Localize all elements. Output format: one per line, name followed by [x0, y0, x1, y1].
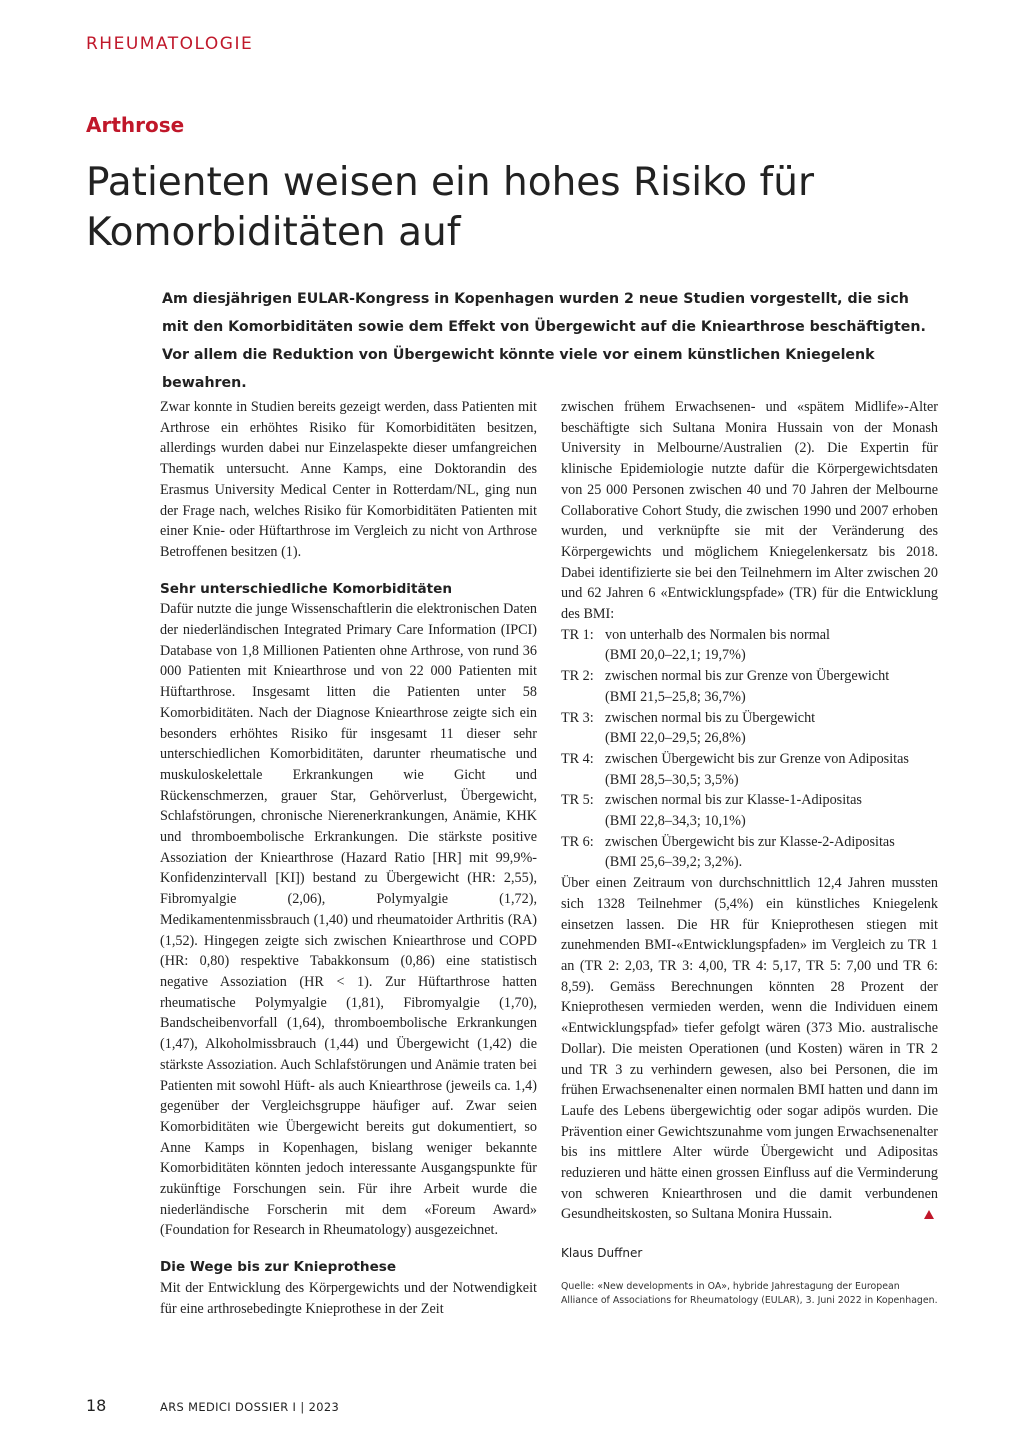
results-paragraph	[561, 873, 938, 1225]
knee-prosthesis-paragraph: Mit der Entwicklung des Körpergewichts und der Notwendigkeit für eine arthrosebedingte Knieprothese in der Zeit	[160, 1279, 537, 1317]
bmi-study-paragraph: zwischen frühem Erwachsenen- und «spätem Midlife»-Alter beschäftigte sich Sultana Monira Hussain von der Monash University in Melbourne/Australien (2). Die Expertin für klinische Epidemiologie nutzte dafür die Körpergewichtsdaten von 25 000 Personen zwischen 40 und 70 Jahren der Melbourne Collaborative Cohort Study, die zwischen 1990 und 2007 erhoben wurden, und verknüpfte sie mit der Veränderung des Körpergewichts und möglichem Kniegelenkersatz bis 2018. Dabei identifizierte sie bei den Teilnehmern im Alter zwischen 20 und 62 Jahren 6 «Entwicklungspfade» (TR) für die Entwicklung des BMI:	[561, 399, 938, 623]
article-title: Patienten weisen ein hohes Risiko für Komorbiditäten auf	[86, 160, 815, 255]
article-lead: Am diesjährigen EULAR-Kongress in Kopenhagen wurden 2 neue Studien vorgestellt, die sich mit den Komorbiditäten sowie dem Effekt von Übergewicht auf die Kniearthrose beschäftigten. Vor allem die Reduktion von Übergewicht könnte viele vor einem künstlichen Kniegelenk bewahren.	[162, 291, 926, 391]
subheading-knee-prosthesis: Die Wege bis zur Knieprothese	[160, 1259, 397, 1276]
trajectory-item	[561, 708, 938, 749]
trajectory-text: zwischen normal bis zur Klasse-1-Adipositas	[605, 792, 862, 809]
trajectory-label: TR 1:	[561, 626, 594, 643]
results-text: Über einen Zeitraum von durchschnittlich 12,4 Jahren mussten sich 1328 Teilnehmer (5,4%) ein künstliches Kniegelenk einsetzen lassen. Die HR für Knieprothesen stiegen mit zunehmenden BMI-«Entwicklungspfaden» im Vergleich zu TR 1 an (TR 2: 2,03, TR 3: 4,00, TR 4: 5,17, TR 5: 7,00 und TR 6: 8,59). Gemäss Berechnungen könnten 28 Prozent der Knieprothesen vermieden werden, wenn die Individuen einem «Entwicklungspfad» tiefer gefolgt wären (373 Mio. australische Dollar). Die meisten Operationen (und Kosten) wären in TR 2 und TR 3 zu verhindern gewesen, also bei Personen, die im frühen Erwachsenenalter einen normalen BMI hatten und dann im Laufe des Lebens übergewichtig oder sogar adipös wurden. Die Prävention einer Gewichtszunahme vom jungen Erwachsenenalter bis ins mittlere Alter würde Übergewicht und Adipositas reduzieren und hätte einen grossen Einfluss auf die Verminderung von schweren Kniearthrosen und die damit verbundenen Gesundheitskosten, so Sultana Monira Hussain.	[561, 875, 939, 1223]
trajectory-label: TR 2:	[561, 668, 594, 685]
trajectory-text: zwischen normal bis zu Übergewicht	[605, 709, 816, 726]
end-of-article-triangle-icon	[924, 1210, 934, 1219]
trajectory-label: TR 4:	[561, 750, 594, 767]
trajectory-text: zwischen normal bis zur Grenze von Übergewicht	[605, 668, 890, 685]
trajectory-bmi: (BMI 28,5–30,5; 3,5%)	[605, 771, 739, 788]
journal-footer: ARS MEDICI DOSSIER I | 2023	[160, 1400, 340, 1414]
trajectory-item	[561, 666, 938, 707]
trajectory-text: von unterhalb des Normalen bis normal	[605, 626, 830, 643]
trajectory-item	[561, 832, 938, 873]
intro-paragraph: Zwar konnte in Studien bereits gezeigt werden, dass Patienten mit Arthrose ein erhöhtes Risiko für Komorbiditäten besitzen, allerdings wurden dabei nur Einzelaspekte dieser umfangreichen Thematik untersucht. Anne Kamps, eine Doktorandin des Erasmus University Medical Center in Rotterdam/NL, ging nun der Frage nach, welches Risiko für Komorbiditäten Patienten mit einer Knie- oder Hüftarthrose im Vergleich zu nicht von Arthrose Betroffenen besitzen (1).	[160, 399, 537, 560]
trajectory-bmi: (BMI 25,6–39,2; 3,2%).	[605, 854, 743, 871]
page-number: 18	[86, 1396, 107, 1415]
trajectory-bmi: (BMI 22,8–34,3; 10,1%)	[605, 813, 746, 830]
source-note: Quelle: «New developments in OA», hybride Jahrestagung der European Alliance of Associations for Rheumatology (EULAR), 3. Juni 2022 in Kopenhagen.	[561, 1280, 938, 1306]
trajectory-list	[561, 625, 938, 873]
article-kicker: Arthrose	[86, 113, 185, 137]
trajectory-bmi: (BMI 21,5–25,8; 36,7%)	[605, 688, 746, 705]
section-label: RHEUMATOLOGIE	[86, 34, 254, 54]
trajectory-text: zwischen Übergewicht bis zur Klasse-2-Adipositas	[605, 833, 895, 850]
author-name: Klaus Duffner	[561, 1246, 643, 1261]
trajectory-item	[561, 749, 938, 790]
trajectory-bmi: (BMI 22,0–29,5; 26,8%)	[605, 730, 746, 747]
right-column	[561, 397, 938, 1308]
trajectory-item	[561, 625, 938, 666]
trajectory-label: TR 5:	[561, 792, 594, 809]
trajectory-item	[561, 790, 938, 831]
subheading-comorbidities: Sehr unterschiedliche Komorbiditäten	[160, 580, 453, 597]
trajectory-label: TR 3:	[561, 709, 594, 726]
comorbidities-paragraph: Dafür nutzte die junge Wissenschaftlerin die elektronischen Daten der niederländischen Integrated Primary Care Information (IPCI) Database von 1,8 Millionen Patienten ohne Arthrose, von rund 36 000 Patienten mit Kniearthrose und von 22 000 Patienten mit Hüftarthrose. Insgesamt litten die Patienten unter 58 Komorbiditäten. Nach der Diagnose Kniearthrose zeigte sich ein besonders erhöhtes Risiko für insgesamt 11 dieser sehr unterschiedlichen Komorbiditäten, darunter rheumatische und muskuloskelettale Erkrankungen wie Gicht und Rückenschmerzen, grauer Star, Gehörverlust, Übergewicht, Schlafstörungen, chronische Nierenerkrankungen, Anämie, KHK und thromboembolische Erkrankungen. Die stärkste positive Assoziation der Kniearthrose (Hazard Ratio [HR] mit 99,9%-Konfidenzintervall [KI]) bestand zu Übergewicht (HR: 2,55), Fibromyalgie (2,06), Polymyalgie (1,72), Medikamentenmissbrauch (1,40) und rheumatoider Arthritis (RA) (1,52). Hingegen zeigte sich zwischen Kniearthrose und COPD (HR: 0,80) respektive Tabakkonsum (0,86) eine statistisch negative Assoziation (HR < 1). Zur Hüftarthrose hatten rheumatische Polymyalgie (1,81), Fibromyalgie (1,70), Bandscheibenvorfall (1,64), thromboembolische Erkrankungen (1,47), Alkoholmissbrauch (1,44) und Übergewicht (1,42) die stärkste Assoziation. Auch Schlafstörungen und Anämie traten bei Patienten mit sowohl Hüft- als auch Kniearthrose (jeweils ca. 1,4) gegenüber der Vergleichsgruppe häufiger auf. Zwar seien Komorbiditäten wie Übergewicht bereits gut dokumentiert, so Anne Kamps in Kopenhagen, bislang weniger bekannte Komorbiditäten könnten jedoch interessante Ausgangspunkte für zukünftige Forschungen sein. Für ihre Arbeit wurde die niederländische Forscherin mit dem «Foreum Award» (Foundation for Research in Rheumatology) ausgezeichnet.	[160, 601, 537, 1239]
trajectory-text: zwischen Übergewicht bis zur Grenze von Adipositas	[605, 750, 909, 767]
left-column	[160, 397, 537, 1319]
trajectory-bmi: (BMI 20,0–22,1; 19,7%)	[605, 647, 746, 664]
trajectory-label: TR 6:	[561, 833, 594, 850]
